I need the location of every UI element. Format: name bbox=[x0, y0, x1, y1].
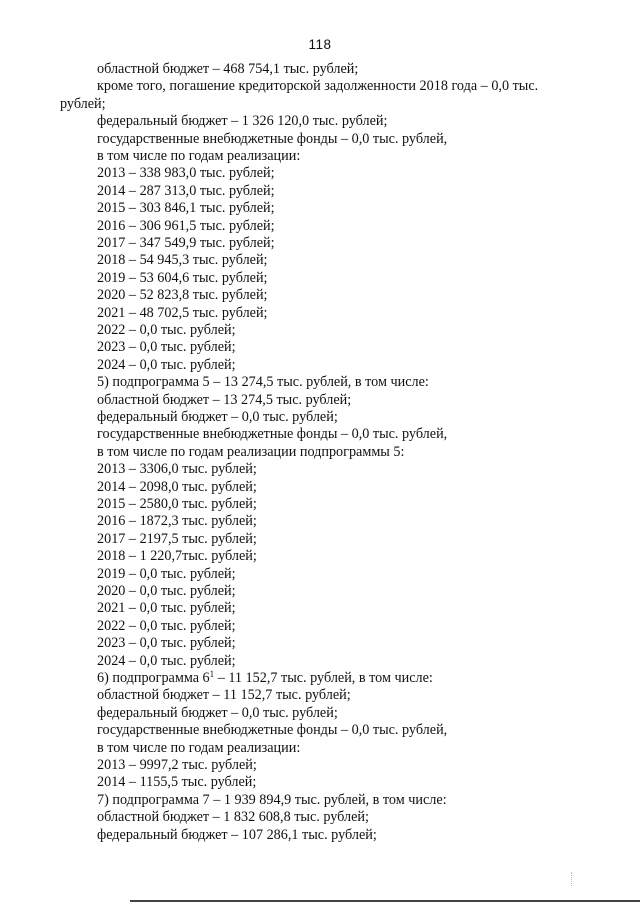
year-line: 2014 – 287 313,0 тыс. рублей; bbox=[97, 182, 275, 199]
text-line: областной бюджет – 1 832 608,8 тыс. рублей; bbox=[97, 809, 369, 826]
year-line: 2013 – 3306,0 тыс. рублей; bbox=[97, 461, 257, 478]
year-line: 2024 – 0,0 тыс. рублей; bbox=[97, 356, 236, 373]
text-line: государственные внебюджетные фонды – 0,0 тыс. рублей, bbox=[97, 722, 448, 739]
text-line: в том числе по годам реализации подпрограммы 5: bbox=[97, 443, 405, 460]
year-line: 2023 – 0,0 тыс. рублей; bbox=[97, 339, 236, 356]
text-line: областной бюджет – 13 274,5 тыс. рублей; bbox=[97, 391, 352, 408]
year-line: 2016 – 1872,3 тыс. рублей; bbox=[97, 513, 257, 530]
page-edge-divider bbox=[130, 900, 640, 902]
text-line: областной бюджет – 11 152,7 тыс. рублей; bbox=[97, 687, 351, 704]
year-line: 2019 – 0,0 тыс. рублей; bbox=[97, 565, 236, 582]
text-line: в том числе по годам реализации: bbox=[97, 148, 301, 164]
year-line: 2014 – 1155,5 тыс. рублей; bbox=[97, 774, 257, 791]
superscript: 1 bbox=[209, 669, 215, 679]
subprogram-label: 6) подпрограмма 6 bbox=[97, 670, 210, 686]
page-number: 118 bbox=[308, 37, 332, 52]
year-line: 2024 – 0,0 тыс. рублей; bbox=[97, 652, 236, 669]
text-line: государственные внебюджетные фонды – 0,0 тыс. рублей, bbox=[97, 426, 448, 443]
year-line: 2023 – 0,0 тыс. рублей; bbox=[97, 635, 236, 652]
year-line: 2018 – 54 945,3 тыс. рублей; bbox=[97, 252, 268, 269]
subprogram-heading bbox=[97, 670, 433, 687]
year-line: 2020 – 0,0 тыс. рублей; bbox=[97, 583, 236, 599]
year-line: 2020 – 52 823,8 тыс. рублей; bbox=[97, 287, 268, 304]
subprogram-heading: 5) подпрограмма 5 – 13 274,5 тыс. рублей, в том числе: bbox=[97, 374, 429, 391]
text-line: государственные внебюджетные фонды – 0,0 тыс. рублей, bbox=[97, 130, 448, 147]
year-line: 2015 – 2580,0 тыс. рублей; bbox=[97, 496, 257, 512]
subprogram-total: – 11 152,7 тыс. рублей, в том числе: bbox=[214, 670, 433, 686]
subprogram-heading: 7) подпрограмма 7 – 1 939 894,9 тыс. рублей, в том числе: bbox=[97, 791, 447, 808]
year-line: 2016 – 306 961,5 тыс. рублей; bbox=[97, 217, 275, 234]
text-line: кроме того, погашение кредиторской задолженности 2018 года – 0,0 тыс. bbox=[97, 78, 539, 95]
text-line: в том числе по годам реализации: bbox=[97, 739, 301, 756]
year-line: 2022 – 0,0 тыс. рублей; bbox=[97, 322, 236, 338]
year-line: 2013 – 338 983,0 тыс. рублей; bbox=[97, 165, 275, 182]
year-line: 2021 – 48 702,5 тыс. рублей; bbox=[97, 304, 268, 321]
year-line: 2013 – 9997,2 тыс. рублей; bbox=[97, 757, 257, 773]
text-line: федеральный бюджет – 1 326 120,0 тыс. рублей; bbox=[97, 113, 388, 130]
year-line: 2015 – 303 846,1 тыс. рублей; bbox=[97, 200, 275, 217]
year-line: 2021 – 0,0 тыс. рублей; bbox=[97, 600, 236, 617]
year-line: 2017 – 2197,5 тыс. рублей; bbox=[97, 530, 257, 547]
text-line: рублей; bbox=[60, 95, 106, 112]
year-line: 2019 – 53 604,6 тыс. рублей; bbox=[97, 269, 268, 286]
text-line: федеральный бюджет – 0,0 тыс. рублей; bbox=[97, 409, 338, 425]
scan-artifact bbox=[571, 872, 574, 886]
year-line: 2017 – 347 549,9 тыс. рублей; bbox=[97, 235, 275, 251]
text-line: областной бюджет – 468 754,1 тыс. рублей; bbox=[97, 61, 359, 77]
text-line: федеральный бюджет – 0,0 тыс. рублей; bbox=[97, 704, 338, 721]
year-line: 2014 – 2098,0 тыс. рублей; bbox=[97, 478, 257, 495]
year-line: 2018 – 1 220,7тыс. рублей; bbox=[97, 548, 257, 565]
year-line: 2022 – 0,0 тыс. рублей; bbox=[97, 617, 236, 634]
text-line: федеральный бюджет – 107 286,1 тыс. рублей; bbox=[97, 826, 377, 843]
